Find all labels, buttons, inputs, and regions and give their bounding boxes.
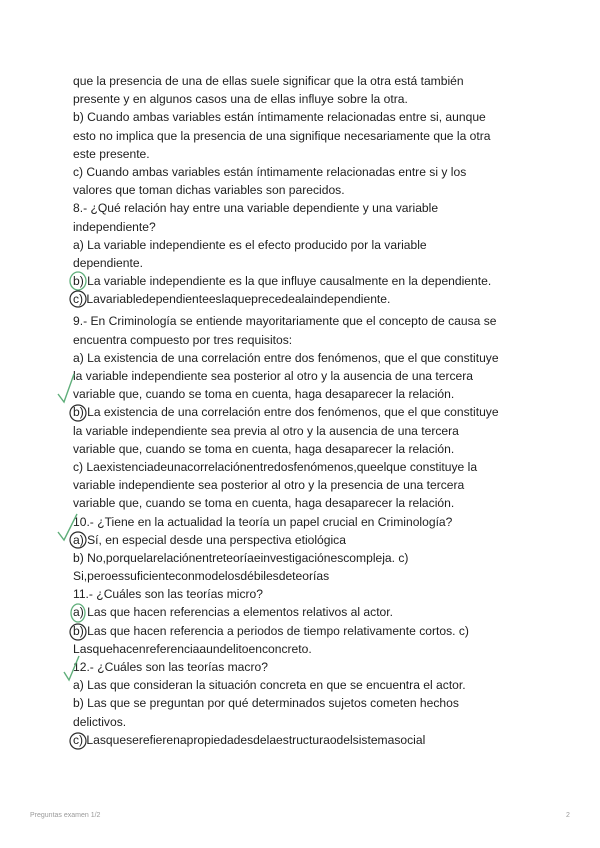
text-line: variable que, cuando se toma en cuenta, haga desaparecer la relación.: [73, 496, 455, 511]
option-b: b) Las que se preguntan por qué determinados sujetos cometen hechos: [73, 696, 459, 711]
option-a: a) Sí, en especial desde una perspectiva etiológica: [73, 532, 346, 547]
option-a: a) Las que consideran la situación concreta en que se encuentra el actor.: [73, 678, 466, 693]
text-line: dependiente.: [73, 255, 143, 270]
text-line: variable independiente sea posterior al otro y la presencia de una tercera: [73, 478, 465, 493]
text-line: independiente?: [73, 219, 156, 234]
option-c: c) Lasqueserefierenapropiedadesdelaestructuraodelsistemasocial: [73, 732, 426, 747]
option-b: b) La variable independiente es la que influye causalmente en la dependiente.: [73, 274, 492, 289]
question-12: 12.- ¿Cuáles son las teorías macro?: [73, 660, 268, 674]
text-line: la variable independiente sea previa al otro y la ausencia de una tercera: [73, 423, 459, 438]
footer-title: Preguntas examen 1/2: [30, 812, 101, 819]
option-b: b) La existencia de una correlación entre dos fenómenos, que el que constituye: [73, 405, 499, 420]
text-line: presente y en algunos casos una de ellas influye sobre la otra.: [73, 92, 408, 107]
page-number: 2: [566, 812, 570, 819]
text-line: Lasquehacenreferenciaaundelitoenconcreto.: [73, 641, 312, 656]
question-11: 11.- ¿Cuáles son las teorías micro?: [73, 587, 263, 602]
text-line: este presente.: [73, 146, 150, 161]
text-line: valores que toman dichas variables son parecidos.: [73, 183, 345, 198]
text-line: c) Cuando ambas variables están íntimamente relacionadas entre si y los: [73, 164, 467, 179]
option-c: c) Laexistenciadeunacorrelaciónentredosfenómenos,queelque constituye la: [73, 459, 478, 474]
check-mark: [58, 374, 74, 402]
document-body: [73, 72, 543, 749]
text-line: Si,peroessuficienteconmodelosdébilesdeteorías: [73, 569, 330, 584]
text-line: variable que, cuando se toma en cuenta, haga desaparecer la relación.: [73, 441, 455, 456]
question-9: 9.- En Criminología se entiende mayoritariamente que el concepto de causa se: [73, 314, 497, 329]
option-a: a) Las que hacen referencias a elementos relativos al actor.: [73, 605, 393, 620]
option-a: a) La existencia de una correlación entre dos fenómenos, que el que constituye: [73, 350, 499, 365]
question-10: 10.- ¿Tiene en la actualidad la teoría un papel crucial en Criminología?: [73, 514, 453, 529]
text-line: delictivos.: [73, 714, 127, 729]
option-c: c) Lavariabledependienteeslaqueprecedealaindependiente.: [73, 292, 391, 307]
option-b: b) No,porquelarelaciónentreteoríaeinvestigaciónescompleja. c): [73, 550, 409, 565]
text-line: variable que, cuando se toma en cuenta, haga desaparecer la relación.: [73, 387, 455, 402]
text-line: esto no implica que la presencia de una signifique necesariamente que la otra: [73, 128, 491, 143]
text-line: encuentra compuesto por tres requisitos:: [73, 332, 293, 347]
option-b: b) Las que hacen referencia a periodos de tiempo relativamente cortos. c): [73, 623, 469, 638]
option-a: a) La variable independiente es el efecto producido por la variable: [73, 237, 427, 252]
question-8: 8.- ¿Qué relación hay entre una variable dependiente y una variable: [73, 201, 439, 216]
text-line: que la presencia de una de ellas suele significar que la otra está también: [73, 74, 464, 88]
text-line: b) Cuando ambas variables están íntimamente relacionadas entre si, aunque: [73, 110, 486, 125]
text-line: la variable independiente sea posterior al otro y la ausencia de una tercera: [73, 369, 474, 383]
